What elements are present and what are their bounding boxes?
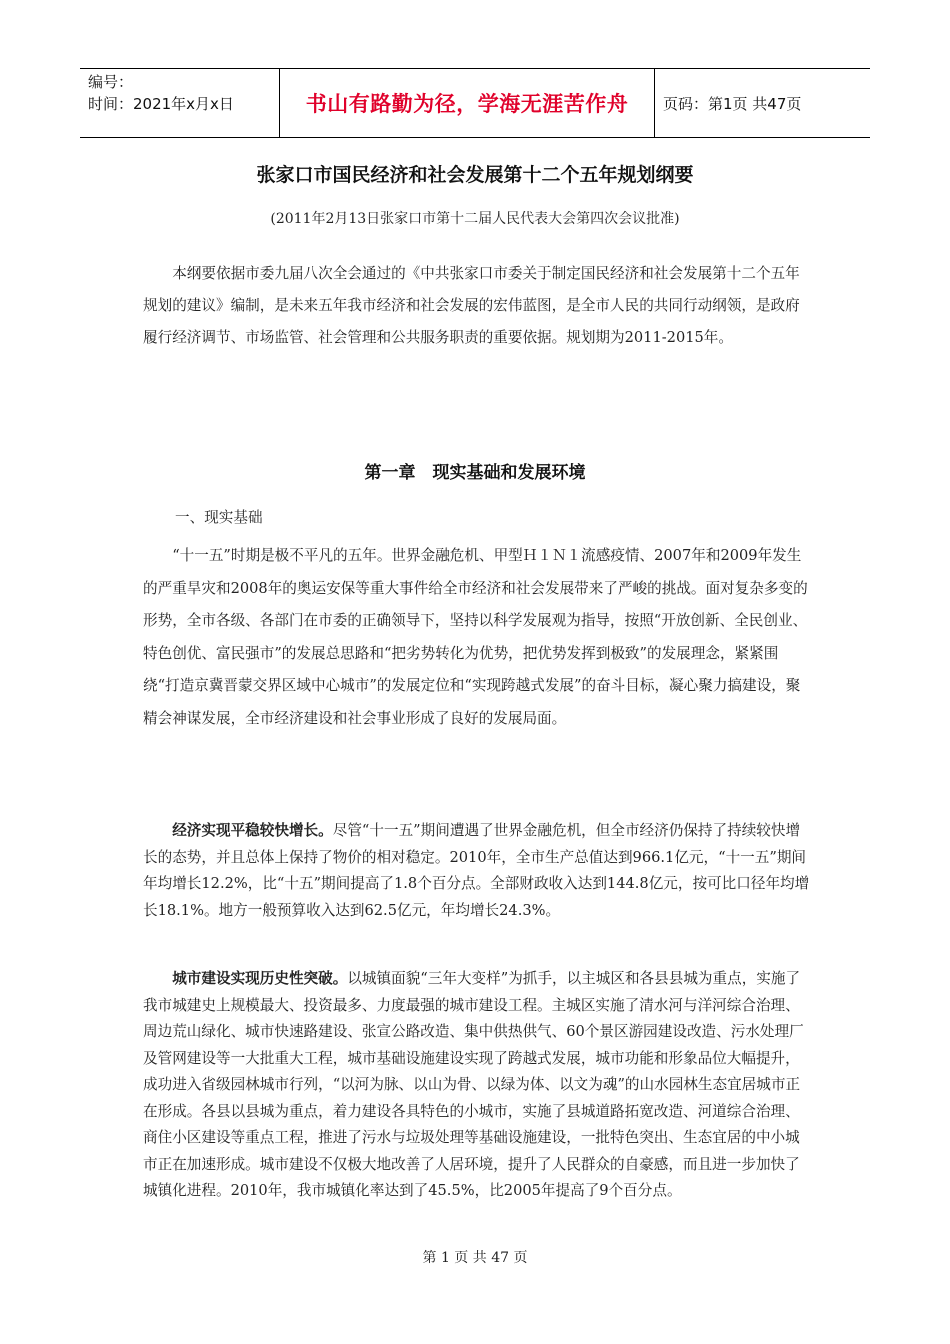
economy-lead: 经济实现平稳较快增长。 xyxy=(172,822,333,839)
section-heading: 一、现实基础 xyxy=(175,509,263,526)
header-meta xyxy=(80,69,280,137)
header-motto: 书山有路勤为径，学海无涯苦作舟 xyxy=(280,69,655,137)
time-label: 时间：2021年x月x日 xyxy=(88,95,234,113)
document-subtitle: (2011年2月13日张家口市第十二届人民代表大会第四次会议批准) xyxy=(270,211,680,227)
city-lead: 城市建设实现历史性突破。 xyxy=(172,970,348,987)
document-title: 张家口市国民经济和社会发展第十二个五年规划纲要 xyxy=(256,164,694,186)
economy-paragraph xyxy=(143,818,810,924)
background-paragraph: “十一五”时期是极不平凡的五年。世界金融危机、甲型Ｈ１Ｎ１流感疫情、2007年和2009年发生的严重旱灾和2008年的奥运安保等重大事件给全市经济和社会发展带来了严峻的挑战。面对复杂多变的形势，全市各级、各部门在市委的正确领导下，坚持以科学发展观为指导，按照“开放创新、全民创业、特色创优、富民强市”的发展总思路和“把劣势转化为优势，把优势发挥到极致”的发展理念，紧紧围绕“打造京冀晋蒙交界区域中心城市”的发展定位和“实现跨越式发展”的奋斗目标，凝心聚力搞建设，聚精会神谋发展，全市经济建设和社会事业形成了良好的发展局面。 xyxy=(143,547,808,727)
page-footer: 第 1 页 共 47 页 xyxy=(422,1250,528,1266)
number-label: 编号： xyxy=(88,73,134,91)
economy-text: 尽管“十一五”期间遭遇了世界金融危机，但全市经济仍保持了持续较快增长的态势，并且总体上保持了物价的相对稳定。2010年，全市生产总值达到966.1亿元，“十一五”期间年均增长12.2%，比“十五”期间提高了1.8个百分点。全部财政收入达到144.8亿元，按可比口径年均增长18.1%。地方一般预算收入达到62.5亿元，年均增长24.3%。 xyxy=(143,822,810,919)
city-text: 以城镇面貌“三年大变样”为抓手，以主城区和各县县城为重点，实施了我市城建史上规模最大、投资最多、力度最强的城市建设工程。主城区实施了清水河与洋河综合治理、周边荒山绿化、城市快速路建设、张宣公路改造、集中供热供气、60个景区游园建设改造、污水处理厂及管网建设等一大批重大工程，城市基础设施建设实现了跨越式发展，城市功能和形象品位大幅提升，成功进入省级园林城市行列，“以河为脉、以山为骨、以绿为体、以文为魂”的山水园林生态宜居城市正在形成。各县以县城为重点，着力建设各具特色的小城市，实施了县城道路拓宽改造、河道综合治理、商住小区建设等重点工程，推进了污水与垃圾处理等基础设施建设，一批特色突出、生态宜居的中小城市正在加速形成。城市建设不仅极大地改善了人居环境，提升了人民群众的自豪感，而且进一步加快了城镇化进程。2010年，我市城镇化率达到了45.5%，比2005年提高了9个百分点。 xyxy=(143,970,804,1199)
city-paragraph xyxy=(143,966,810,1205)
header-page-info: 页码：第1页 共47页 xyxy=(663,94,802,113)
document-header xyxy=(80,68,870,138)
intro-paragraph: 本纲要依据市委九届八次全会通过的《中共张家口市委关于制定国民经济和社会发展第十二个五年规划的建议》编制，是未来五年我市经济和社会发展的宏伟蓝图，是全市人民的共同行动纲领，是政府履行经济调节、市场监管、社会管理和公共服务职责的重要依据。规划期为2011-2015年。 xyxy=(143,265,800,346)
chapter-heading: 第一章 现实基础和发展环境 xyxy=(364,463,586,483)
